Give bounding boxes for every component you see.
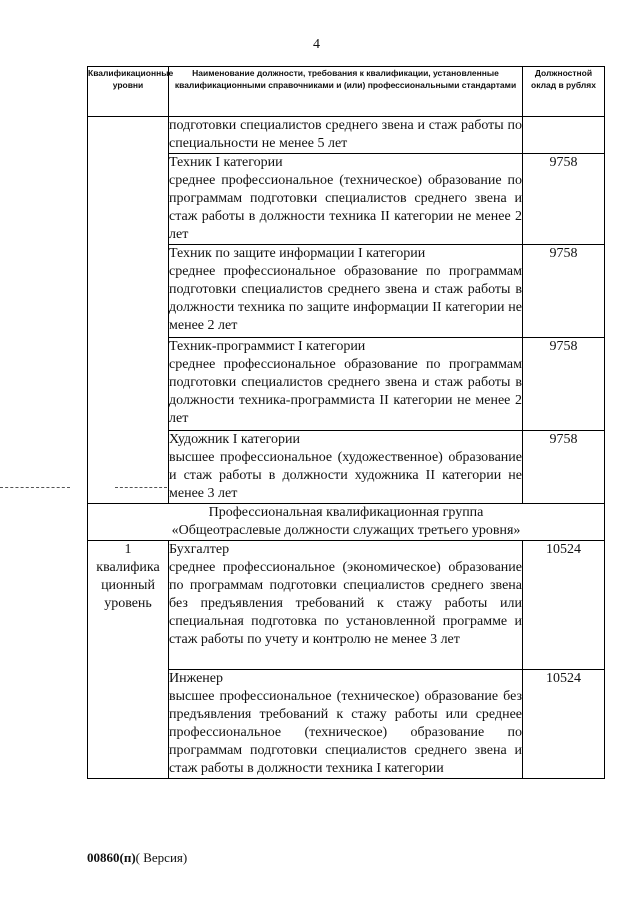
document-footer (87, 850, 187, 866)
group-row (88, 504, 605, 541)
level-label: уровень (104, 596, 152, 611)
qualification-level-cell (88, 117, 169, 504)
salary-cell: 10524 (523, 541, 605, 670)
position-description (169, 154, 523, 245)
position-title: Техник по защите информации I категории (169, 246, 426, 261)
position-description (169, 245, 523, 338)
requirements-text: среднее профессиональное образование по программам подготовки специалистов среднего звена и стаж работы в должности техника по защите информации II категории не менее 2 лет (169, 264, 522, 333)
position-description (169, 338, 523, 431)
position-title: Инженер (169, 671, 224, 686)
header-salary: Должностной оклад в рублях (523, 67, 605, 117)
position-description (169, 541, 523, 670)
document-version: ( Версия) (135, 850, 188, 865)
group-heading-line: «Общеотраслевые должности служащих третьего уровня» (171, 523, 521, 538)
salary-cell: 9758 (523, 338, 605, 431)
position-description (169, 670, 523, 779)
table-row (88, 541, 605, 670)
requirements-text: высшее профессиональное (художественное) образование и стаж работы в должности художника II категории не менее 3 лет (169, 450, 522, 501)
salary-cell: 9758 (523, 154, 605, 245)
salary-cell (523, 117, 605, 154)
page-number: 4 (313, 37, 320, 52)
group-heading-line: Профессиональная квалификационная группа (208, 505, 484, 520)
table-row (88, 117, 605, 154)
salary-table (87, 66, 605, 779)
requirements-text: среднее профессиональное образование по программам подготовки специалистов среднего звена и стаж работы в должности техника-программиста II категории не менее 2 лет (169, 357, 522, 426)
margin-dashed-line (0, 487, 70, 488)
position-title: Техник-программист I категории (169, 339, 366, 354)
qualification-level-cell (88, 541, 169, 779)
professional-group-heading (88, 504, 605, 541)
requirements-text: среднее профессиональное (техническое) образование по программам подготовки специалистов среднего звена и стаж работы в должности техника II категории не менее 2 лет (169, 173, 522, 242)
position-description (169, 117, 523, 154)
position-title: Художник I категории (169, 432, 301, 447)
document-code: 00860(п) (87, 850, 136, 865)
requirements-text: среднее профессиональное (экономическое) образование по программам подготовки специалистов среднего звена без предъявления требований к стажу работы или специальная подготовка по установленной программе и стаж работы по учету и контролю не менее 3 лет (169, 560, 522, 647)
header-qualification-levels: Квалификационные уровни (88, 67, 169, 117)
position-title: Техник I категории (169, 155, 283, 170)
position-title: Бухгалтер (169, 542, 230, 557)
requirements-text: подготовки специалистов среднего звена и стаж работы по специальности не менее 5 лет (169, 118, 522, 151)
salary-cell: 9758 (523, 431, 605, 504)
salary-cell: 10524 (523, 670, 605, 779)
table-header-row (88, 67, 605, 117)
level-label: квалифика (96, 560, 160, 575)
requirements-text: высшее профессиональное (техническое) образование без предъявления требований к стажу работы или среднее профессиональное (техническое) образование по программам подготовки специалистов среднего звена и стаж работы в должности техника I категории (169, 689, 522, 776)
header-position-requirements: Наименование должности, требования к квалификации, установленные квалификационными справочниками и (или) профессиональными стандартами (169, 67, 523, 117)
level-number: 1 (124, 542, 132, 557)
position-description (169, 431, 523, 504)
level-label: ционный (101, 578, 155, 593)
salary-cell: 9758 (523, 245, 605, 338)
